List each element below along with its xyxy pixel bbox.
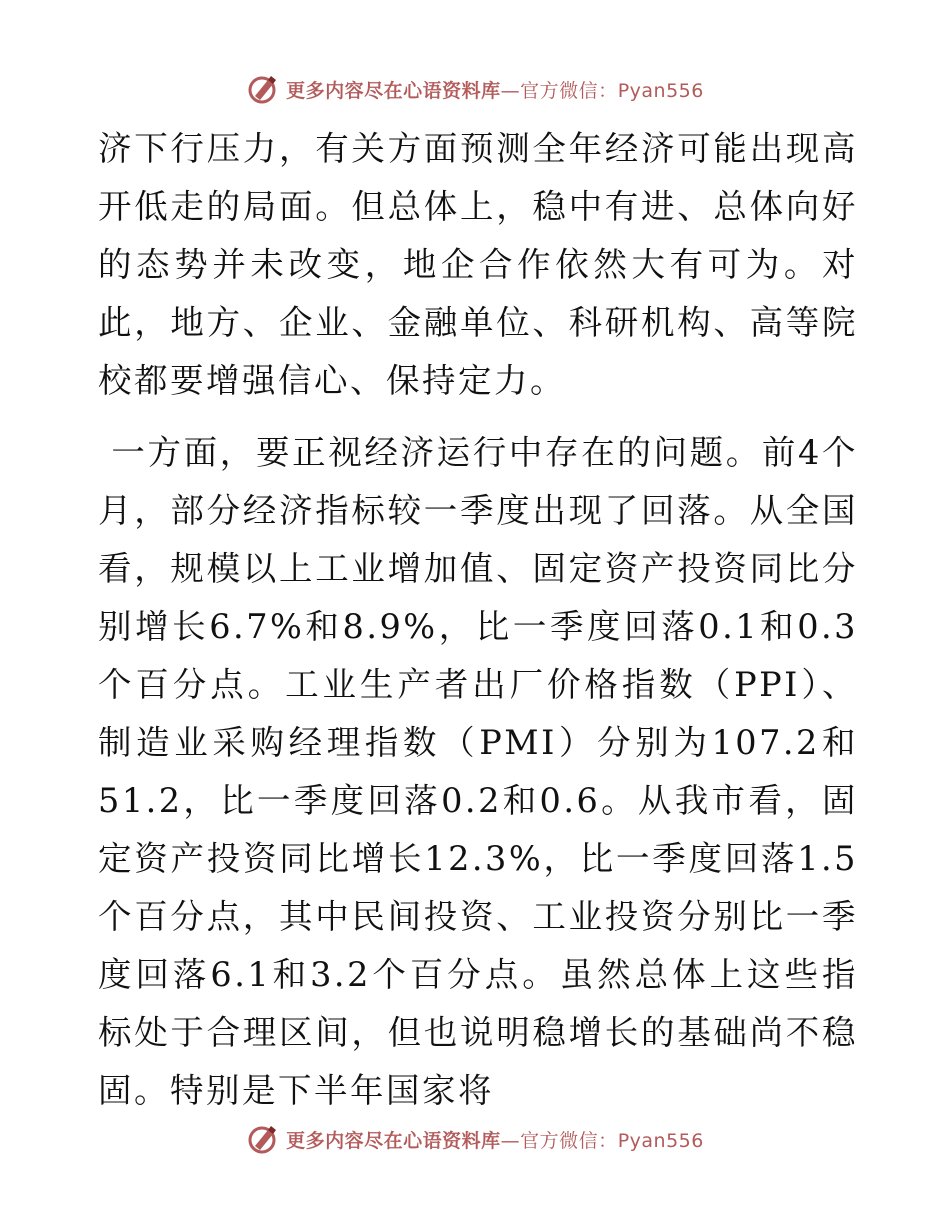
footer-banner	[0, 1122, 950, 1156]
pen-logo-icon	[246, 1122, 280, 1156]
banner-text: 更多内容尽在心语资料库—官方微信：Pyan556	[286, 1129, 704, 1152]
banner-text: 更多内容尽在心语资料库—官方微信：Pyan556	[286, 79, 704, 102]
paragraph: 一方面，要正视经济运行中存在的问题。前4个月，部分经济指标较一季度出现了回落。从全国看，规模以上工业增加值、固定资产投资同比分别增长6.7%和8.9%，比一季度回落0.1和0.3个百分点。工业生产者出厂价格指数（PPI）、制造业采购经理指数（PMI）分别为107.2和51.2，比一季度回落0.2和0.6。从我市看，固定资产投资同比增长12.3%，比一季度回落1.5个百分点，其中民间投资、工业投资分别比一季度回落6.1和3.2个百分点。虽然总体上这些指标处于合理区间，但也说明稳增长的基础尚不稳固。特别是下半年国家将	[98, 433, 858, 1110]
header-banner	[0, 72, 950, 106]
pen-logo-icon	[246, 72, 280, 106]
paragraph: 济下行压力，有关方面预测全年经济可能出现高开低走的局面。但总体上，稳中有进、总体向好的态势并未改变，地企合作依然大有可为。对此，地方、企业、金融单位、科研机构、高等院校都要增强信心、保持定力。	[98, 129, 858, 400]
document-body	[98, 120, 858, 1120]
